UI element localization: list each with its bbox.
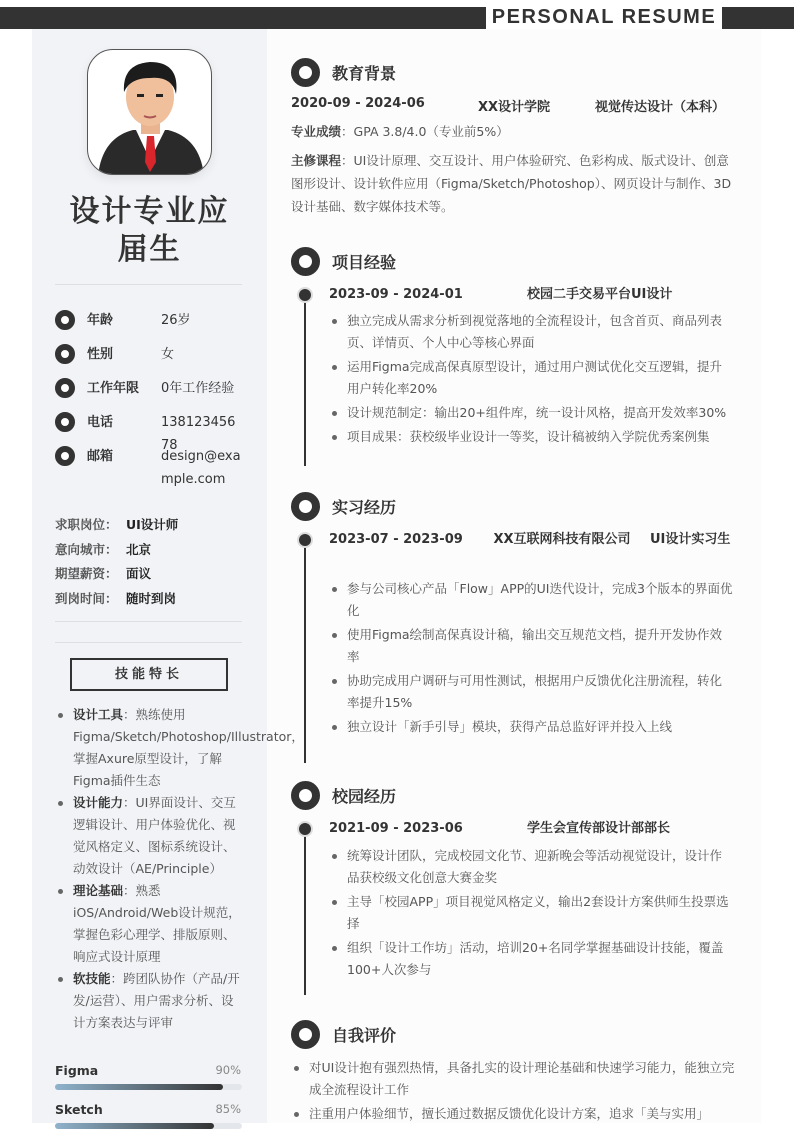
info-experience: 工作年限 0年工作经验: [55, 377, 255, 400]
list-item: 统筹设计团队，完成校园文化节、迎新晚会等活动视觉设计，设计作品获校级文化创意大赛金奖: [329, 845, 733, 889]
circle-icon: [291, 781, 320, 810]
skills-list: [55, 704, 304, 1034]
internship-company: XX互联网科技有限公司: [493, 532, 631, 547]
timeline-line: [304, 829, 306, 995]
timeline-dot: [299, 823, 311, 835]
list-item: 设计工具：熟练使用Figma/Sketch/Photoshop/Illustrator，掌握Axure原型设计，了解Figma插件生态: [55, 704, 241, 792]
skill-bar-sketch: [55, 1123, 242, 1129]
section-internship-header: 实习经历: [291, 492, 396, 521]
list-item: 组织「设计工作坊」活动，培训20+名同学掌握基础设计技能，覆盖100+人次参与: [329, 937, 733, 981]
list-item: 注重用户体验细节，擅长通过数据反馈优化设计方案，追求「美与实用」: [291, 1103, 736, 1125]
list-item: 运用Figma完成高保真原型设计，通过用户测试优化交互逻辑，提升用户转化率20%: [329, 356, 733, 400]
skill-bar-figma-label: Figma 90%: [55, 1063, 241, 1078]
list-item: 独立完成从需求分析到视觉落地的全流程设计，包含首页、商品列表页、详情页、个人中心等核心界面: [329, 310, 733, 354]
info-gender: 性别 女: [55, 343, 255, 366]
candidate-name: 设计专业应 届生: [69, 194, 230, 267]
list-item: 参与公司核心产品「Flow」APP的UI迭代设计，完成3个版本的界面优化: [329, 578, 733, 622]
project-name: 校园二手交易平台UI设计: [527, 287, 673, 302]
skills-title: 技能特长: [70, 658, 228, 691]
education-entry: 2020-09 - 2024-06 XX设计学院 视觉传达设计（本科）: [291, 96, 726, 115]
project-bullets: [329, 310, 733, 450]
circle-icon: [291, 58, 320, 87]
self-bullets: [291, 1057, 736, 1127]
section-education-header: 教育背景: [291, 58, 396, 87]
skill-bar-fill: [55, 1084, 223, 1090]
divider: [55, 642, 242, 643]
circle-icon: [55, 344, 75, 364]
list-item: 独立设计「新手引导」模块，获得产品总监好评并投入上线: [329, 716, 733, 738]
internship-bullets: [329, 578, 733, 740]
skill-bar-fill: [55, 1123, 214, 1129]
info-phone: 电话 13812345678: [55, 411, 255, 457]
circle-icon: [291, 247, 320, 276]
campus-date: 2021-09 - 2023-06: [329, 821, 463, 836]
timeline-line: [304, 540, 306, 763]
section-self-header: 自我评价: [291, 1020, 396, 1049]
list-item: 软技能：跨团队协作（产品/开发/运营）、用户需求分析、设计方案表达与评审: [55, 968, 241, 1034]
divider: [55, 284, 242, 285]
info-age: 年龄 26岁: [55, 309, 255, 332]
header-title: PERSONAL RESUME: [491, 6, 717, 28]
campus-role: 学生会宣传部设计部部长: [527, 821, 671, 836]
section-projects-header: 项目经验: [291, 247, 396, 276]
header-title-box: [486, 0, 722, 29]
list-item: 主导「校园APP」项目视觉风格定义，输出2套设计方案供师生投票选择: [329, 891, 733, 935]
timeline-line: [304, 295, 306, 466]
education-details: 专业成绩：GPA 3.8/4.0（专业前5%） 主修课程：UI设计原理、交互设计、用户体验研究、色彩构成、版式设计、创意图形设计、设计软件应用（Figma/Sketch/Photoshop）、网页设计与制作、3D设计基础、数字媒体技术等。: [291, 124, 732, 214]
circle-icon: [291, 1020, 320, 1049]
list-item: 对UI设计抱有强烈热情，具备扎实的设计理论基础和快速学习能力，能独立完成全流程设计工作: [291, 1057, 736, 1101]
skill-bar-sketch-label: Sketch 85%: [55, 1102, 241, 1117]
list-item: 项目成果：获校级毕业设计一等奖，设计稿被纳入学院优秀案例集: [329, 426, 733, 448]
timeline-dot: [299, 534, 311, 546]
internship-role: UI设计实习生: [650, 532, 731, 547]
list-item: 设计能力：UI界面设计、交互逻辑设计、用户体验优化、视觉风格定义、图标系统设计、动效设计（AE/Principle）: [55, 792, 241, 880]
timeline-dot: [299, 289, 311, 301]
list-item: 使用Figma绘制高保真设计稿，输出交互规范文档，提升开发协作效率: [329, 624, 733, 668]
internship-date: 2023-07 - 2023-09: [329, 532, 463, 547]
list-item: 协助完成用户调研与可用性测试，根据用户反馈优化注册流程，转化率提升15%: [329, 670, 733, 714]
divider: [55, 621, 242, 622]
job-intent: 求职岗位： UI设计师 意向城市： 北京 期望薪资： 面议 到岗时间： 随时到岗: [55, 517, 179, 606]
circle-icon: [55, 412, 75, 432]
circle-icon: [55, 310, 75, 330]
circle-icon: [55, 378, 75, 398]
avatar: [87, 49, 212, 175]
info-email: 邮箱 design@example.com: [55, 445, 255, 491]
skill-bar-figma: [55, 1084, 242, 1090]
project-date: 2023-09 - 2024-01: [329, 287, 463, 302]
circle-icon: [55, 446, 75, 466]
list-item: 理论基础：熟悉iOS/Android/Web设计规范，掌握色彩心理学、排版原则、响应式设计原理: [55, 880, 241, 968]
section-campus-header: 校园经历: [291, 781, 396, 810]
campus-bullets: [329, 845, 733, 983]
circle-icon: [291, 492, 320, 521]
list-item: 设计规范制定：输出20+组件库，统一设计风格，提高开发效率30%: [329, 402, 733, 424]
